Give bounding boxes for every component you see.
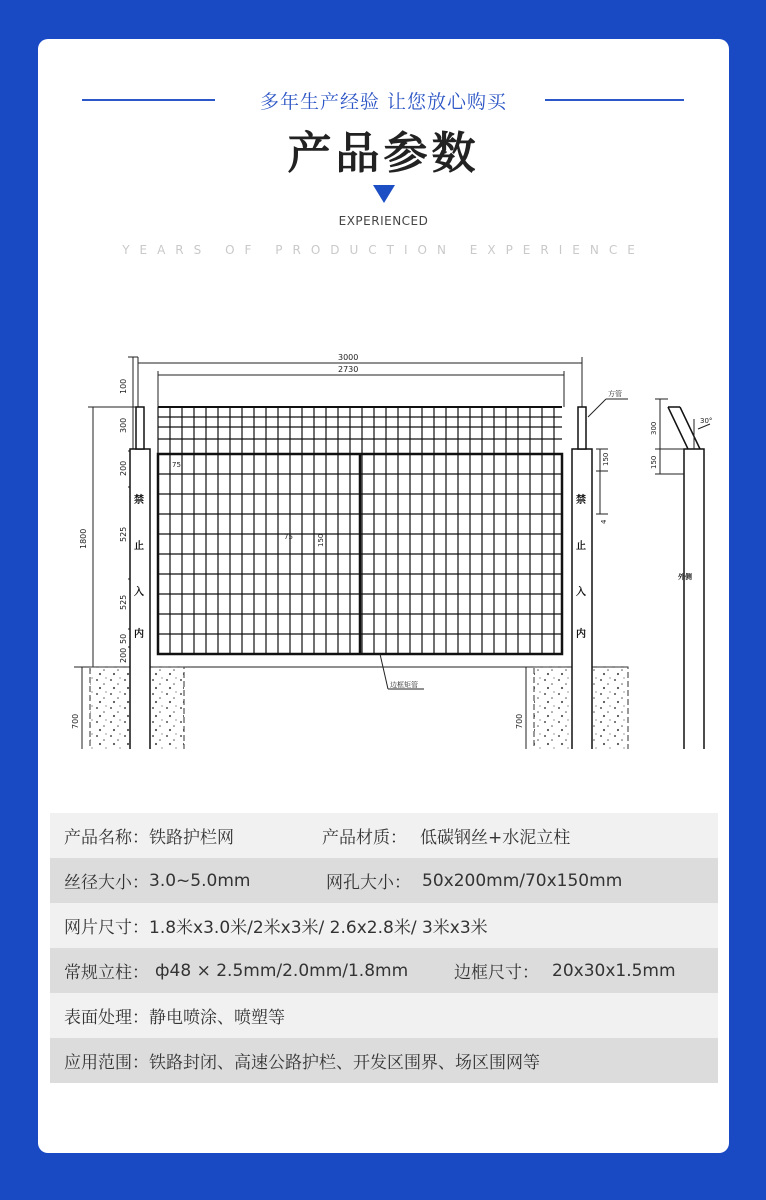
params-table [50,813,718,1083]
table-row [50,903,718,948]
dim-mesh-75: 75 [172,461,181,469]
dim-side-150: 150 [650,455,658,469]
sign-char-r3: 入 [576,587,586,598]
slogan: 多年生产经验 让您放心购买 [259,91,508,113]
label-material: 产品材质： [322,828,407,848]
label-wire-diameter: 丝径大小： [64,873,149,893]
dim-4: 4 [600,519,608,524]
dim-2730: 2730 [338,365,359,374]
dim-200a: 200 [119,460,128,476]
value-panel-size: 1.8米x3.0米/2米x3米/ 2.6x2.8米/ 3米x3米 [149,918,488,938]
table-row [50,948,718,993]
dim-mesh-150: 150 [317,533,325,547]
label-frame-size: 边框尺寸： [454,963,539,983]
label-frame: 边框矩管 [390,681,418,689]
value-post: ф48 × 2.5mm/2.0mm/1.8mm [155,960,409,981]
dim-1800: 1800 [79,528,88,549]
dim-side-300: 300 [650,421,658,435]
table-row [50,1038,718,1083]
value-application: 铁路封闭、高速公路护栏、开发区围界、场区围网等 [149,1053,540,1073]
dim-50: 50 [119,633,128,644]
down-triangle-icon [373,185,395,203]
dim-200b: 200 [119,647,128,663]
dim-300: 300 [119,417,128,433]
content-card [38,39,729,1153]
label-surface: 表面处理： [64,1008,149,1028]
sign-char-r2: 止 [576,541,586,552]
label-application: 应用范围： [64,1053,149,1073]
sign-char-r1: 禁 [576,495,586,506]
subtitle: EXPERIENCED [338,214,429,228]
sign-char-3: 入 [134,587,144,598]
label-outside: 外侧 [678,573,692,581]
sign-char-r4: 内 [576,629,586,640]
label-product-name: 产品名称： [64,828,149,848]
table-row [50,813,718,858]
value-frame-size: 20x30x1.5mm [552,960,676,981]
value-material: 低碳钢丝+水泥立柱 [420,828,571,848]
label-mesh-size: 网孔大小： [326,873,411,893]
value-mesh-size: 50x200mm/70x150mm [422,870,623,891]
dim-angle: 30° [700,417,713,425]
page-title: 产品参数 [287,128,480,179]
dim-700-left: 700 [71,713,80,729]
table-row [50,993,718,1038]
fence-technical-drawing [38,299,729,749]
table-row [50,858,718,903]
sign-char-2: 止 [134,541,144,552]
dim-700-right: 700 [515,713,524,729]
value-product-name: 铁路护栏网 [149,828,234,848]
dim-3000: 3000 [338,353,359,362]
dim-100: 100 [119,378,128,394]
dim-525b: 525 [119,594,128,610]
sign-char-4: 内 [134,629,144,640]
label-pipe: 方管 [608,390,622,398]
value-wire-diameter: 3.0~5.0mm [149,870,251,891]
tagline: YEARS OF PRODUCTION EXPERIENCE [122,243,645,257]
dim-150-right: 150 [602,452,610,466]
dim-mesh-75b: 75 [284,533,293,541]
sign-char-1: 禁 [134,495,144,506]
dim-525a: 525 [119,526,128,542]
label-post: 常规立柱： [64,963,149,983]
label-panel-size: 网片尺寸： [64,918,149,938]
value-surface: 静电喷涂、喷塑等 [149,1008,285,1028]
